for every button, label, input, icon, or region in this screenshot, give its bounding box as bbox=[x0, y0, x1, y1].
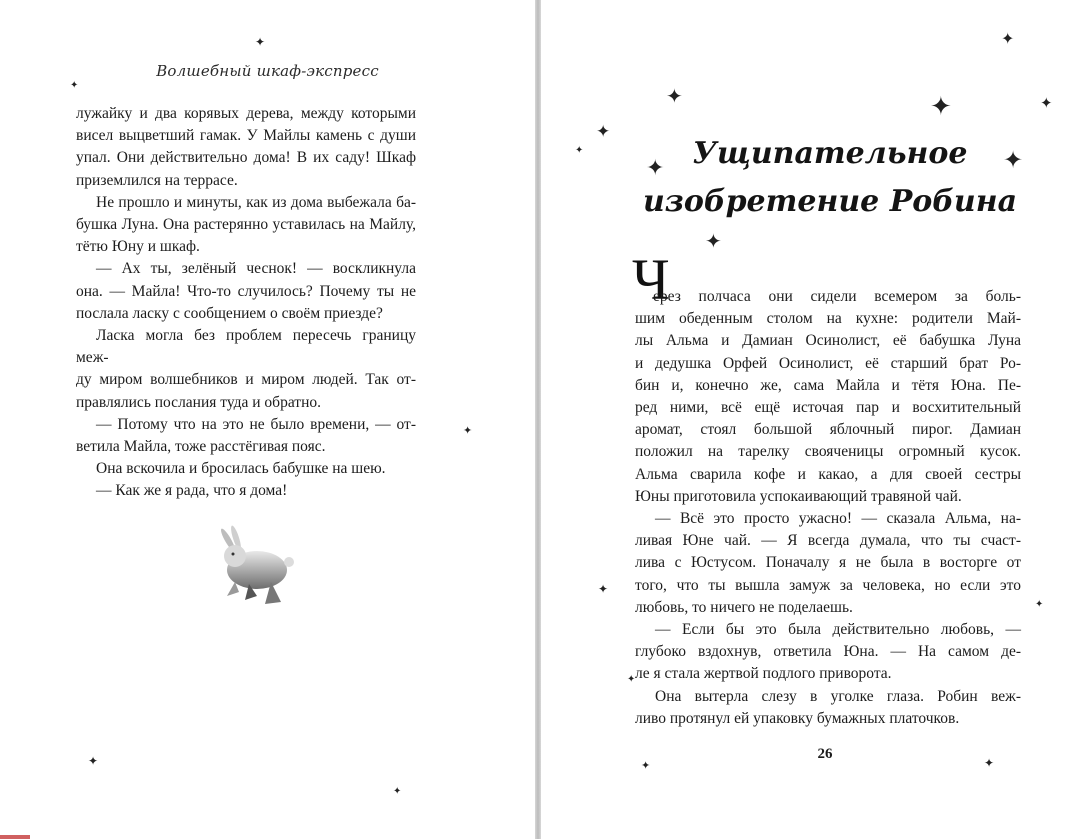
text-line: Она вскочила и бросилась бабушке на шею. bbox=[96, 460, 386, 478]
text-line: ред ними, всё ещё источая пар и восхитительный bbox=[635, 399, 1021, 417]
text-line: лы Альма и Дамиан Осинолист, её бабушка Луна bbox=[635, 332, 1021, 350]
text-line: — Как же я рада, что я дома! bbox=[96, 482, 288, 500]
drop-cap: Ч bbox=[632, 247, 670, 312]
left-page-text bbox=[76, 103, 416, 503]
sparkle-star-icon: ✦ bbox=[596, 122, 611, 142]
page-number: 26 bbox=[817, 746, 833, 762]
text-line: послала ласку с сообщением о своём приезде? bbox=[76, 304, 383, 322]
chapter-title bbox=[640, 130, 1020, 226]
sparkle-star-icon: ✦ bbox=[930, 92, 952, 122]
text-line: и дедушка Орфей Осинолист, её старший брат Ро- bbox=[635, 354, 1021, 372]
sparkle-star-icon: ✦ bbox=[641, 759, 651, 772]
sparkle-star-icon: ✦ bbox=[705, 229, 722, 253]
rabbit-illustration-icon bbox=[205, 522, 300, 614]
text-line: — Ах ты, зелёный чеснок! — воскликнула bbox=[96, 260, 416, 278]
text-line: шим обеденным столом на кухне: родители Май- bbox=[635, 310, 1021, 328]
sparkle-star-icon: ✦ bbox=[1035, 599, 1044, 610]
text-line: — Всё это просто ужасно! — сказала Альма, на- bbox=[655, 510, 1021, 528]
sparkle-star-icon: ✦ bbox=[1001, 29, 1015, 48]
text-line: Юны приготовила успокаивающий травяной чай. bbox=[635, 487, 962, 505]
sparkle-star-icon: ✦ bbox=[646, 156, 665, 181]
right-page-text bbox=[635, 286, 1021, 730]
text-line: аромат, стоял большой яблочный пирог. Дамиан bbox=[635, 421, 1021, 439]
text-line: висел выцветший гамак. У Майлы камень с души bbox=[76, 127, 416, 145]
text-line: правлялись послания туда и обратно. bbox=[76, 393, 321, 411]
sparkle-star-icon: ✦ bbox=[984, 756, 995, 770]
sparkle-star-icon: ✦ bbox=[1040, 94, 1053, 112]
chapter-title-line: изобретение Робина bbox=[642, 184, 1018, 219]
text-line: положил на тарелку свояченицы огромный кусок. bbox=[635, 443, 1021, 461]
text-line: ду миром волшебников и миром людей. Так от- bbox=[76, 371, 416, 389]
running-header: Волшебный шкаф-экспресс bbox=[156, 62, 379, 80]
text-line: — Если бы это была действительно любовь, — bbox=[655, 621, 1021, 639]
text-line: любовь, то ничего не поделаешь. bbox=[635, 598, 853, 616]
sparkle-star-icon: ✦ bbox=[627, 674, 636, 685]
text-line: — Потому что на это не было времени, — от- bbox=[96, 415, 416, 433]
text-line: тётю Юну и шкаф. bbox=[76, 238, 200, 256]
text-line: Не прошло и минуты, как из дома выбежала ба- bbox=[96, 193, 416, 211]
sparkle-star-icon: ✦ bbox=[463, 424, 473, 437]
text-line: ливая Юне чай. — Я всегда думала, что ты счаст- bbox=[635, 532, 1021, 550]
text-line: лужайку и два корявых дерева, между которыми bbox=[76, 105, 416, 122]
page-edge-mark bbox=[0, 835, 30, 839]
sparkle-star-icon: ✦ bbox=[1003, 146, 1024, 174]
text-line: Альма сварила кофе и какао, а для своей сестры bbox=[635, 465, 1021, 483]
sparkle-star-icon: ✦ bbox=[666, 84, 683, 108]
text-line: приземлился на террасе. bbox=[76, 171, 238, 189]
sparkle-star-icon: ✦ bbox=[88, 754, 99, 768]
text-line: ле я стала жертвой подлого приворота. bbox=[635, 665, 892, 683]
sparkle-star-icon: ✦ bbox=[70, 80, 79, 91]
text-line: ерез полчаса они сидели всемером за боль- bbox=[653, 288, 1021, 305]
text-line: бин и, конечно же, сама Майла и тётя Юна. Пе- bbox=[635, 376, 1021, 394]
sparkle-star-icon: ✦ bbox=[575, 145, 584, 156]
text-line: того, что ты вышла замуж за человека, но если это bbox=[635, 576, 1021, 594]
sparkle-star-icon: ✦ bbox=[393, 786, 402, 797]
text-line: бушка Луна. Она растерянно уставилась на Майлу, bbox=[76, 216, 416, 234]
text-line: она. — Майла! Что-то случилось? Почему ты не bbox=[76, 282, 416, 300]
chapter-title-line: Ущипательное bbox=[692, 136, 968, 171]
sparkle-star-icon: ✦ bbox=[255, 35, 266, 49]
text-line: лива с Юстусом. Поначалу я не была в восторге от bbox=[635, 554, 1021, 572]
sparkle-star-icon: ✦ bbox=[598, 582, 609, 596]
text-line: ветила Майла, тоже расстёгивая пояс. bbox=[76, 438, 326, 456]
text-line: ливо протянул ей упаковку бумажных платочков. bbox=[635, 709, 960, 727]
text-line: глубоко вздохнув, ответила Юна. — На самом де- bbox=[635, 643, 1021, 661]
text-line: Ласка могла без проблем пересечь границу меж- bbox=[76, 327, 416, 367]
text-line: упал. Они действительно дома! В их саду! Шкаф bbox=[76, 149, 416, 167]
text-line: Она вытерла слезу в уголке глаза. Робин веж- bbox=[655, 687, 1021, 705]
